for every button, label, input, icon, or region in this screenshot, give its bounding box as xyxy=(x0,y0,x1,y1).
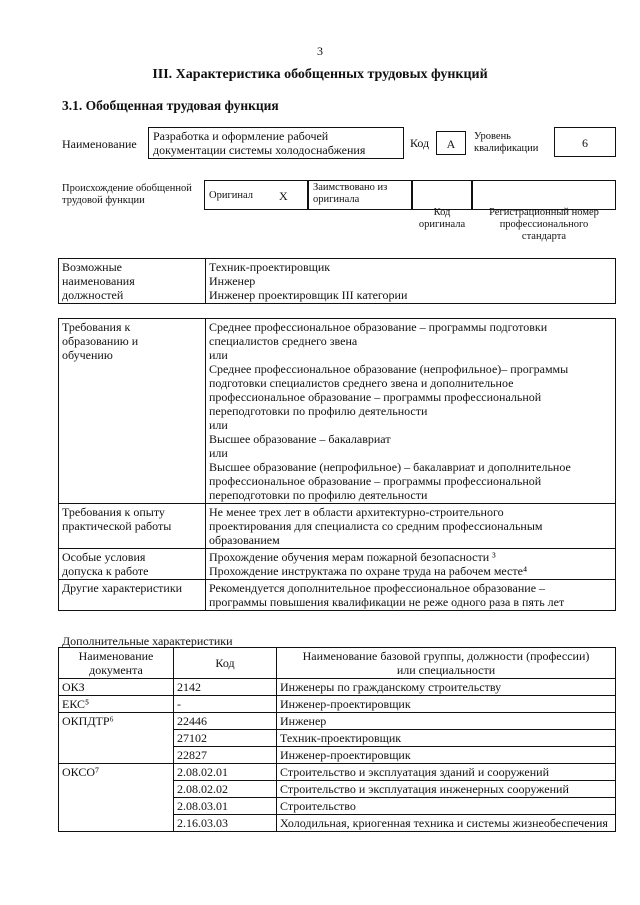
name-label: Наименование xyxy=(62,137,137,151)
level-label xyxy=(474,131,538,155)
table-row xyxy=(59,696,616,713)
borrowed-line2: оригинала xyxy=(313,194,360,205)
additional-table xyxy=(58,647,616,832)
code-caption-line2: оригинала xyxy=(418,219,466,230)
header-doc-cell xyxy=(59,648,174,679)
borrowed-box xyxy=(308,180,412,210)
requirement-label-line: Другие характеристики xyxy=(62,581,183,595)
requirement-value-line: Не менее трех лет в области архитектурно-строительного xyxy=(209,505,504,519)
code-cell: 2142 xyxy=(174,679,277,696)
position-item: Инженер проектировщик III категории xyxy=(209,288,408,302)
requirement-row-experience xyxy=(59,504,616,549)
name-cell: Строительство и эксплуатация зданий и сооружений xyxy=(277,764,616,781)
registration-number-box xyxy=(472,180,616,210)
positions-label-line1: Возможные xyxy=(62,260,122,274)
original-box xyxy=(204,180,308,210)
origin-label-line1: Происхождение обобщенной xyxy=(62,183,192,194)
origin-label xyxy=(62,183,192,207)
code-cell: 22827 xyxy=(174,747,277,764)
subsection-title: 3.1. Обобщенная трудовая функция xyxy=(62,98,279,113)
requirement-value-line: образованием xyxy=(209,533,280,547)
borrowed-line1: Заимствовано из xyxy=(313,182,388,193)
header-code-cell: Код xyxy=(174,648,277,679)
requirement-value-line: переподготовки по профилю деятельности xyxy=(209,488,428,502)
requirement-value-cell xyxy=(206,319,616,504)
reg-caption-line3: стандарта xyxy=(521,231,567,242)
requirement-value-line: Рекомендуется дополнительное профессиональное образование – xyxy=(209,581,546,595)
function-name-line2: документации системы холодоснабжения xyxy=(153,143,366,157)
header-doc-line: документа xyxy=(89,663,143,677)
requirement-value-line: Высшее образование (непрофильное) – бакалавриат и дополнительное xyxy=(209,460,571,474)
requirement-row-education xyxy=(59,319,616,504)
function-code-box: А xyxy=(436,131,466,155)
doc-cell: ЕКС⁵ xyxy=(59,696,174,713)
original-label: Оригинал xyxy=(209,190,253,201)
code-cell: 27102 xyxy=(174,730,277,747)
page-number: 3 xyxy=(317,44,323,58)
requirement-value-line: или xyxy=(209,418,228,432)
name-cell: Строительство и эксплуатация инженерных сооружений xyxy=(277,781,616,798)
requirement-label-line: Требования к опыту xyxy=(62,505,165,519)
requirement-label-cell xyxy=(59,549,206,580)
level-value-box: 6 xyxy=(554,127,616,157)
name-cell: Инженер xyxy=(277,713,616,730)
name-cell: Инженеры по гражданскому строительству xyxy=(277,679,616,696)
requirement-value-cell xyxy=(206,580,616,611)
requirement-label-line: Требования к xyxy=(62,320,131,334)
code-cell: - xyxy=(174,696,277,713)
requirements-table xyxy=(58,318,616,611)
requirement-label-cell xyxy=(59,504,206,549)
section-title: III. Характеристика обобщенных трудовых функций xyxy=(152,67,488,82)
function-name-line1: Разработка и оформление рабочей xyxy=(153,129,329,143)
requirement-value-line: Среднее профессиональное образование – программы подготовки xyxy=(209,320,548,334)
positions-label-cell xyxy=(59,259,206,304)
reg-caption-line2: профессионального xyxy=(499,219,589,230)
original-mark: Х xyxy=(279,189,288,203)
requirement-label-line: образованию и xyxy=(62,334,139,348)
requirement-value-line: проектирования для специалиста со средним профессиональным xyxy=(209,519,543,533)
name-cell: Техник-проектировщик xyxy=(277,730,616,747)
code-cell: 2.08.02.02 xyxy=(174,781,277,798)
requirement-value-line: Прохождение обучения мерам пожарной безопасности ³ xyxy=(209,550,496,564)
requirement-label-line: обучению xyxy=(62,348,113,362)
positions-table xyxy=(58,258,616,304)
header-doc-line: Наименование xyxy=(78,649,154,663)
positions-value-cell xyxy=(206,259,616,304)
requirement-value-cell xyxy=(206,549,616,580)
function-name-box xyxy=(148,127,404,159)
level-label-line1: Уровень xyxy=(474,131,511,142)
doc-cell: ОКСО⁷ xyxy=(59,764,174,832)
code-cell: 22446 xyxy=(174,713,277,730)
requirement-value-line: программы повышения квалификации не реже одного раза в пять лет xyxy=(209,595,565,609)
registration-caption xyxy=(472,207,616,243)
requirement-label-line: Особые условия xyxy=(62,550,146,564)
header-name-cell xyxy=(277,648,616,679)
name-cell: Инженер-проектировщик xyxy=(277,747,616,764)
requirement-value-line: подготовки специалистов среднего звена и дополнительное xyxy=(209,376,514,390)
positions-label-line3: должностей xyxy=(62,288,124,302)
requirement-value-cell xyxy=(206,504,616,549)
requirement-label-line: практической работы xyxy=(62,519,172,533)
requirement-label-cell xyxy=(59,580,206,611)
code-caption xyxy=(412,207,472,231)
name-cell: Инженер-проектировщик xyxy=(277,696,616,713)
table-row xyxy=(59,713,616,730)
requirement-value-line: Среднее профессиональное образование (непрофильное)– программы xyxy=(209,362,569,376)
additional-header-row xyxy=(59,648,616,679)
requirement-value-line: или xyxy=(209,348,228,362)
header-name-line: Наименование базовой группы, должности (профессии) xyxy=(302,649,590,663)
code-label: Код xyxy=(410,136,430,150)
origin-label-line2: трудовой функции xyxy=(62,195,145,206)
requirement-value-line: Прохождение инструктажа по охране труда на рабочем месте⁴ xyxy=(209,564,528,578)
position-item: Инженер xyxy=(209,274,256,288)
code-cell: 2.08.03.01 xyxy=(174,798,277,815)
table-row xyxy=(59,764,616,781)
reg-caption-line1: Регистрационный номер xyxy=(489,207,599,218)
position-item: Техник-проектировщик xyxy=(209,260,331,274)
additional-caption: Дополнительные характеристики xyxy=(62,634,233,648)
code-caption-line1: Код xyxy=(433,207,451,218)
positions-label-line2: наименования xyxy=(62,274,135,288)
doc-cell: ОКПДТР⁶ xyxy=(59,713,174,764)
requirement-value-line: профессиональное образование – программы профессиональной xyxy=(209,390,542,404)
doc-cell: ОКЗ xyxy=(59,679,174,696)
requirement-value-line: специалистов среднего звена xyxy=(209,334,358,348)
requirement-row-admission xyxy=(59,549,616,580)
requirement-row-other xyxy=(59,580,616,611)
header-name-line: или специальности xyxy=(396,663,496,677)
positions-row xyxy=(59,259,616,304)
code-cell: 2.16.03.03 xyxy=(174,815,277,832)
requirement-label-cell xyxy=(59,319,206,504)
requirement-value-line: переподготовки по профилю деятельности xyxy=(209,404,428,418)
name-cell: Строительство xyxy=(277,798,616,815)
requirement-label-line: допуска к работе xyxy=(62,564,149,578)
requirement-value-line: Высшее образование – бакалавриат xyxy=(209,432,391,446)
requirement-value-line: или xyxy=(209,446,228,460)
code-cell: 2.08.02.01 xyxy=(174,764,277,781)
level-label-line2: квалификации xyxy=(474,143,539,154)
table-row xyxy=(59,679,616,696)
requirement-value-line: профессиональное образование – программы профессиональной xyxy=(209,474,542,488)
original-code-box xyxy=(412,180,472,210)
name-cell: Холодильная, криогенная техника и системы жизнеобеспечения xyxy=(277,815,616,832)
